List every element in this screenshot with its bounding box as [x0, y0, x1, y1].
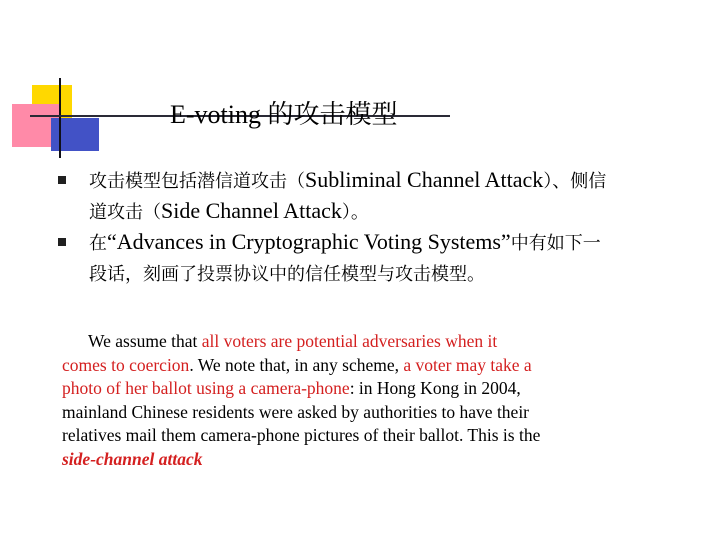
quote-text: We assume that: [88, 331, 202, 351]
quote-text: . We note that, in any scheme,: [189, 354, 404, 375]
quote-highlight: side-channel attack: [62, 448, 203, 469]
bullet-text-segment: ）。: [341, 202, 369, 223]
quote-line: [62, 401, 622, 425]
bullet-text-segment: 攻击模型包括潜信道攻击（: [89, 171, 305, 192]
quote-paragraph: [62, 330, 622, 471]
quote-line: [62, 354, 622, 378]
bullet-item: [56, 165, 616, 227]
quote-text: : in Hong Kong in 2004,: [349, 378, 521, 398]
square-bullet-icon: [58, 176, 66, 184]
quote-line: [62, 448, 622, 472]
bullet-text-segment: Subliminal Channel Attack: [305, 167, 544, 192]
bullet-text-segment: 在: [89, 233, 107, 254]
slide-title: E-voting 的攻击模型: [170, 100, 398, 129]
bullet-list: [56, 165, 616, 289]
bullet-text-segment: 中有如下一段话，刻画了投票协议中的信任模型与攻击模型。: [89, 233, 601, 285]
quote-highlight: photo of her ballot using a camera-phone: [62, 378, 350, 398]
quote-line: [62, 330, 622, 354]
bullet-text-segment: Side Channel Attack: [161, 198, 342, 223]
quote-line: [62, 424, 622, 448]
bullet-text-segment: ）、侧信道攻击（: [89, 171, 607, 223]
quote-highlight: comes to coercion: [62, 354, 190, 375]
bullet-item: [56, 227, 616, 289]
decor-vertical-line: [59, 78, 61, 158]
square-bullet-icon: [58, 238, 66, 246]
quote-text: relatives mail them camera-phone pictures of their ballot. This is the: [62, 425, 541, 445]
quote-highlight: all voters are potential adversaries when it: [201, 331, 498, 351]
quote-highlight: a voter may take a: [403, 354, 532, 375]
quote-text: mainland Chinese residents were asked by authorities to have their: [62, 401, 530, 422]
quote-line: [62, 377, 622, 401]
bullet-text-segment: “Advances in Cryptographic Voting Systems”: [107, 229, 511, 254]
